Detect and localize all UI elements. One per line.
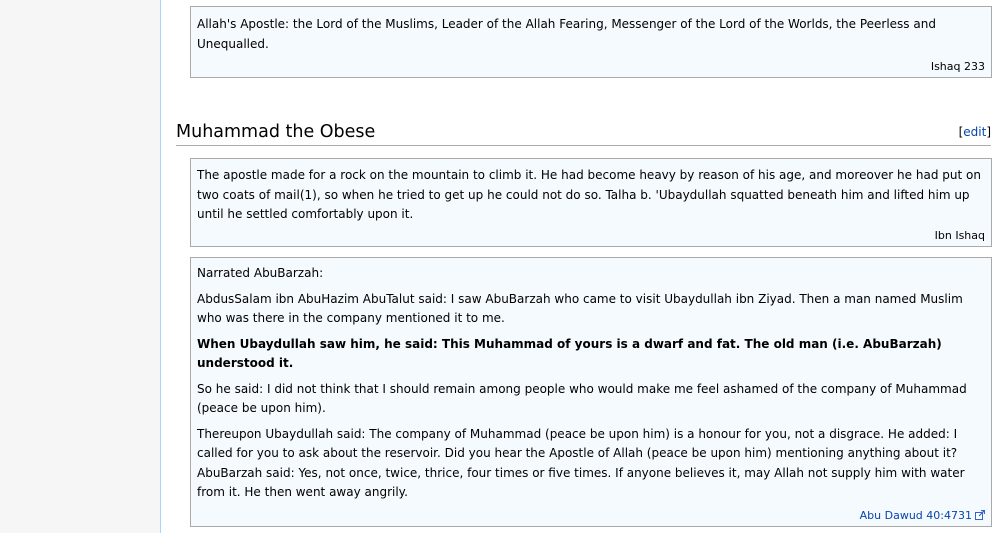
quote-paragraph: AbdusSalam ibn AbuHazim AbuTalut said: I saw AbuBarzah who came to visit Ubaydullah ibn Ziyad. Then a man named Muslim who was there in the company mentioned it to me. bbox=[197, 291, 963, 325]
quote-box bbox=[190, 257, 992, 527]
edit-link[interactable]: edit bbox=[963, 125, 987, 139]
external-link-icon[interactable] bbox=[975, 510, 985, 520]
edit-bracket-close: ] bbox=[986, 125, 991, 139]
quote-text: The apostle made for a rock on the mountain to climb it. He had become heavy by reason of his age, and moreover he had put on two coats of mail(1), so when he tried to get up he could not do so. Talha b. 'Ubaydullah squatted beneath him and lifted him up until he settled comfortably upon it. bbox=[197, 168, 981, 221]
quote-paragraph: Narrated AbuBarzah: bbox=[197, 266, 324, 280]
quote-paragraph: Thereupon Ubaydullah said: The company of Muhammad (peace be upon him) is a honour for you, not a disgrace. He added: I called for you to ask about the reservoir. Did you hear the Apostle of Allah (peace be upon him) mentioning anything about it? AbuBarzah said: Yes, not once, twice, thrice, four times or five times. If anyone believes it, may Allah not supply him with water from it. He then went away angrily. bbox=[197, 426, 965, 499]
quote-source: Ibn Ishaq bbox=[934, 228, 985, 242]
quote-source bbox=[197, 509, 985, 523]
quote-text: Allah's Apostle: the Lord of the Muslims, Leader of the Allah Fearing, Messenger of the Lord of the Worlds, the Peerless and Unequalled. bbox=[197, 17, 936, 51]
edit-section bbox=[959, 125, 991, 139]
content-area bbox=[160, 0, 999, 533]
quote-box bbox=[190, 6, 992, 78]
section-title: Muhammad the Obese bbox=[176, 122, 376, 142]
section-heading bbox=[176, 120, 991, 146]
sidebar-panel bbox=[0, 0, 160, 533]
source-link[interactable]: Abu Dawud 40:4731 bbox=[859, 508, 972, 522]
quote-paragraph-bold: When Ubaydullah saw him, he said: This Muhammad of yours is a dwarf and fat. The old man (i.e. AbuBarzah) understood it. bbox=[197, 336, 942, 370]
edit-bracket-open: [ bbox=[958, 125, 964, 139]
quote-paragraph: So he said: I did not think that I should remain among people who would make me feel ashamed of the company of Muhammad (peace be upon him). bbox=[197, 381, 967, 415]
quote-box bbox=[190, 158, 992, 247]
quote-source: Ishaq 233 bbox=[930, 60, 985, 73]
